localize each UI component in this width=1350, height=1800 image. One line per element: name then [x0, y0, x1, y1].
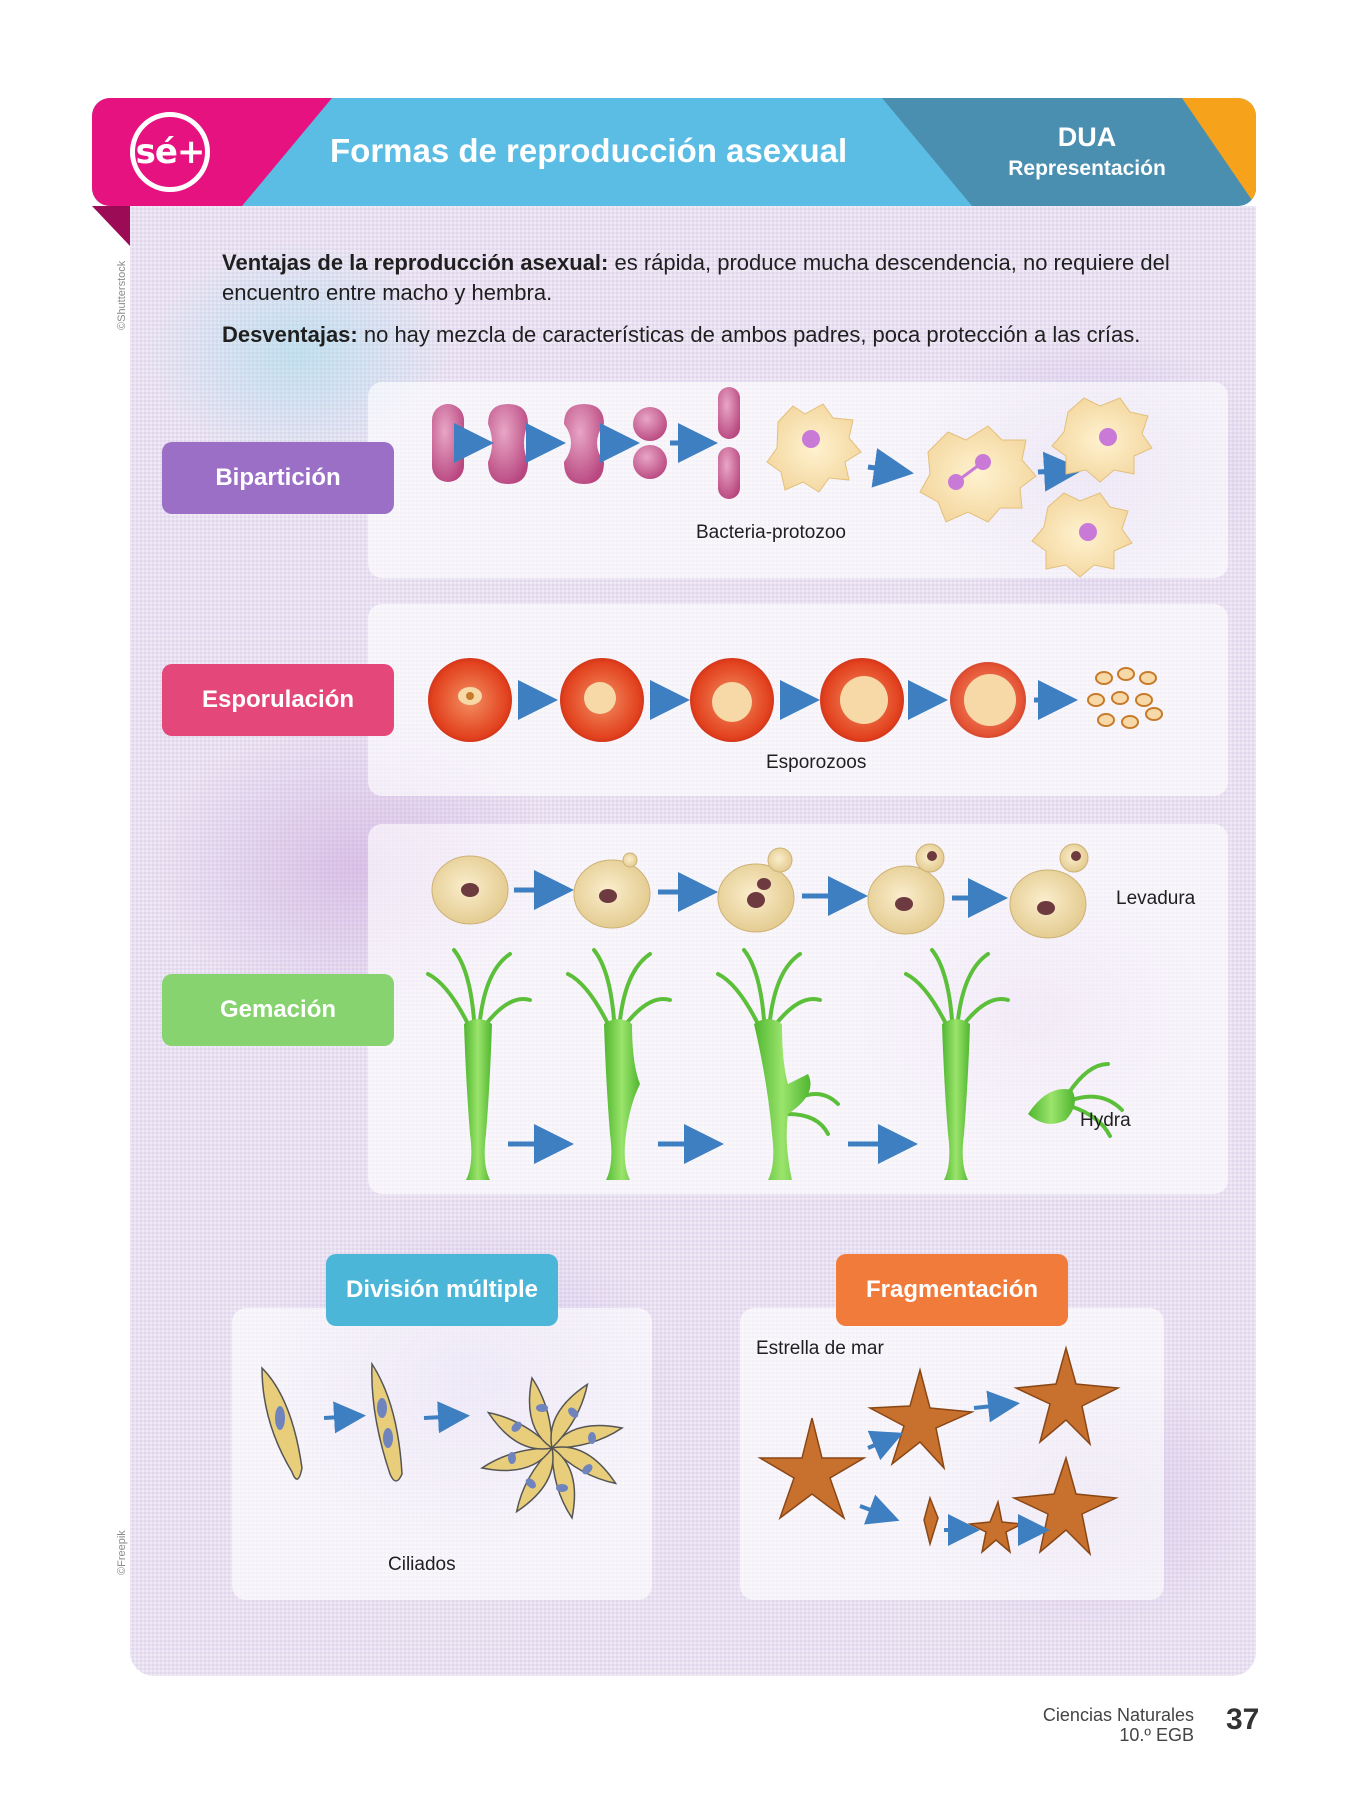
division-card: [232, 1308, 652, 1600]
footer-grade: 10.º EGB: [1119, 1725, 1194, 1745]
caption-hydra: Hydra: [1080, 1110, 1131, 1131]
footer-subject-name: Ciencias Naturales: [1042, 1705, 1194, 1725]
fragmentacion-card: [740, 1308, 1164, 1600]
header-fold: [92, 206, 130, 246]
logo-text: sé+: [135, 132, 205, 172]
gemacion-card: [368, 824, 1228, 1194]
caption-bacteria-protozoo: Bacteria-protozoo: [696, 522, 846, 543]
gemacion-illustration: [368, 824, 1228, 1194]
caption-levadura: Levadura: [1116, 888, 1196, 909]
footer-subject: [1043, 1705, 1194, 1745]
advantages-label: Ventajas de la reproducción asexual:: [222, 250, 609, 275]
dua-title: DUA: [1057, 122, 1117, 152]
intro-text: [222, 248, 1222, 362]
dua-subtitle: Representación: [1008, 157, 1166, 180]
biparticion-illustration: [368, 382, 1228, 578]
disadvantages-text: no hay mezcla de características de ambos padres, poca protección a las crías.: [357, 322, 1141, 347]
caption-esporozoos: Esporozoos: [766, 752, 867, 773]
label-fragmentacion: Fragmentación: [836, 1254, 1068, 1326]
page-number: 37: [1226, 1703, 1260, 1736]
label-biparticion: Bipartición: [162, 442, 394, 514]
page-header: [92, 98, 1256, 206]
credit-freepik: ©Freepik: [116, 1530, 128, 1575]
disadvantages-paragraph: [222, 320, 1222, 350]
caption-ciliados: Ciliados: [388, 1554, 456, 1575]
disadvantages-label: Desventajas:: [222, 322, 358, 347]
page-title: Formas de reproducción asexual: [330, 132, 848, 169]
se-mas-logo: [130, 112, 210, 192]
advantages-paragraph: [222, 248, 1222, 308]
label-division-multiple: División múltiple: [326, 1254, 558, 1326]
label-gemacion: Gemación: [162, 974, 394, 1046]
label-esporulacion: Esporulación: [162, 664, 394, 736]
credit-shutterstock: ©Shutterstock: [116, 260, 128, 330]
caption-estrella-de-mar: Estrella de mar: [756, 1338, 884, 1359]
biparticion-card: [368, 382, 1228, 578]
esporulacion-card: [368, 604, 1228, 796]
dua-badge: [982, 122, 1192, 181]
advantages-text: es rápida, produce mucha descendencia, no requiere del encuentro entre macho y hembra.: [222, 250, 1170, 305]
